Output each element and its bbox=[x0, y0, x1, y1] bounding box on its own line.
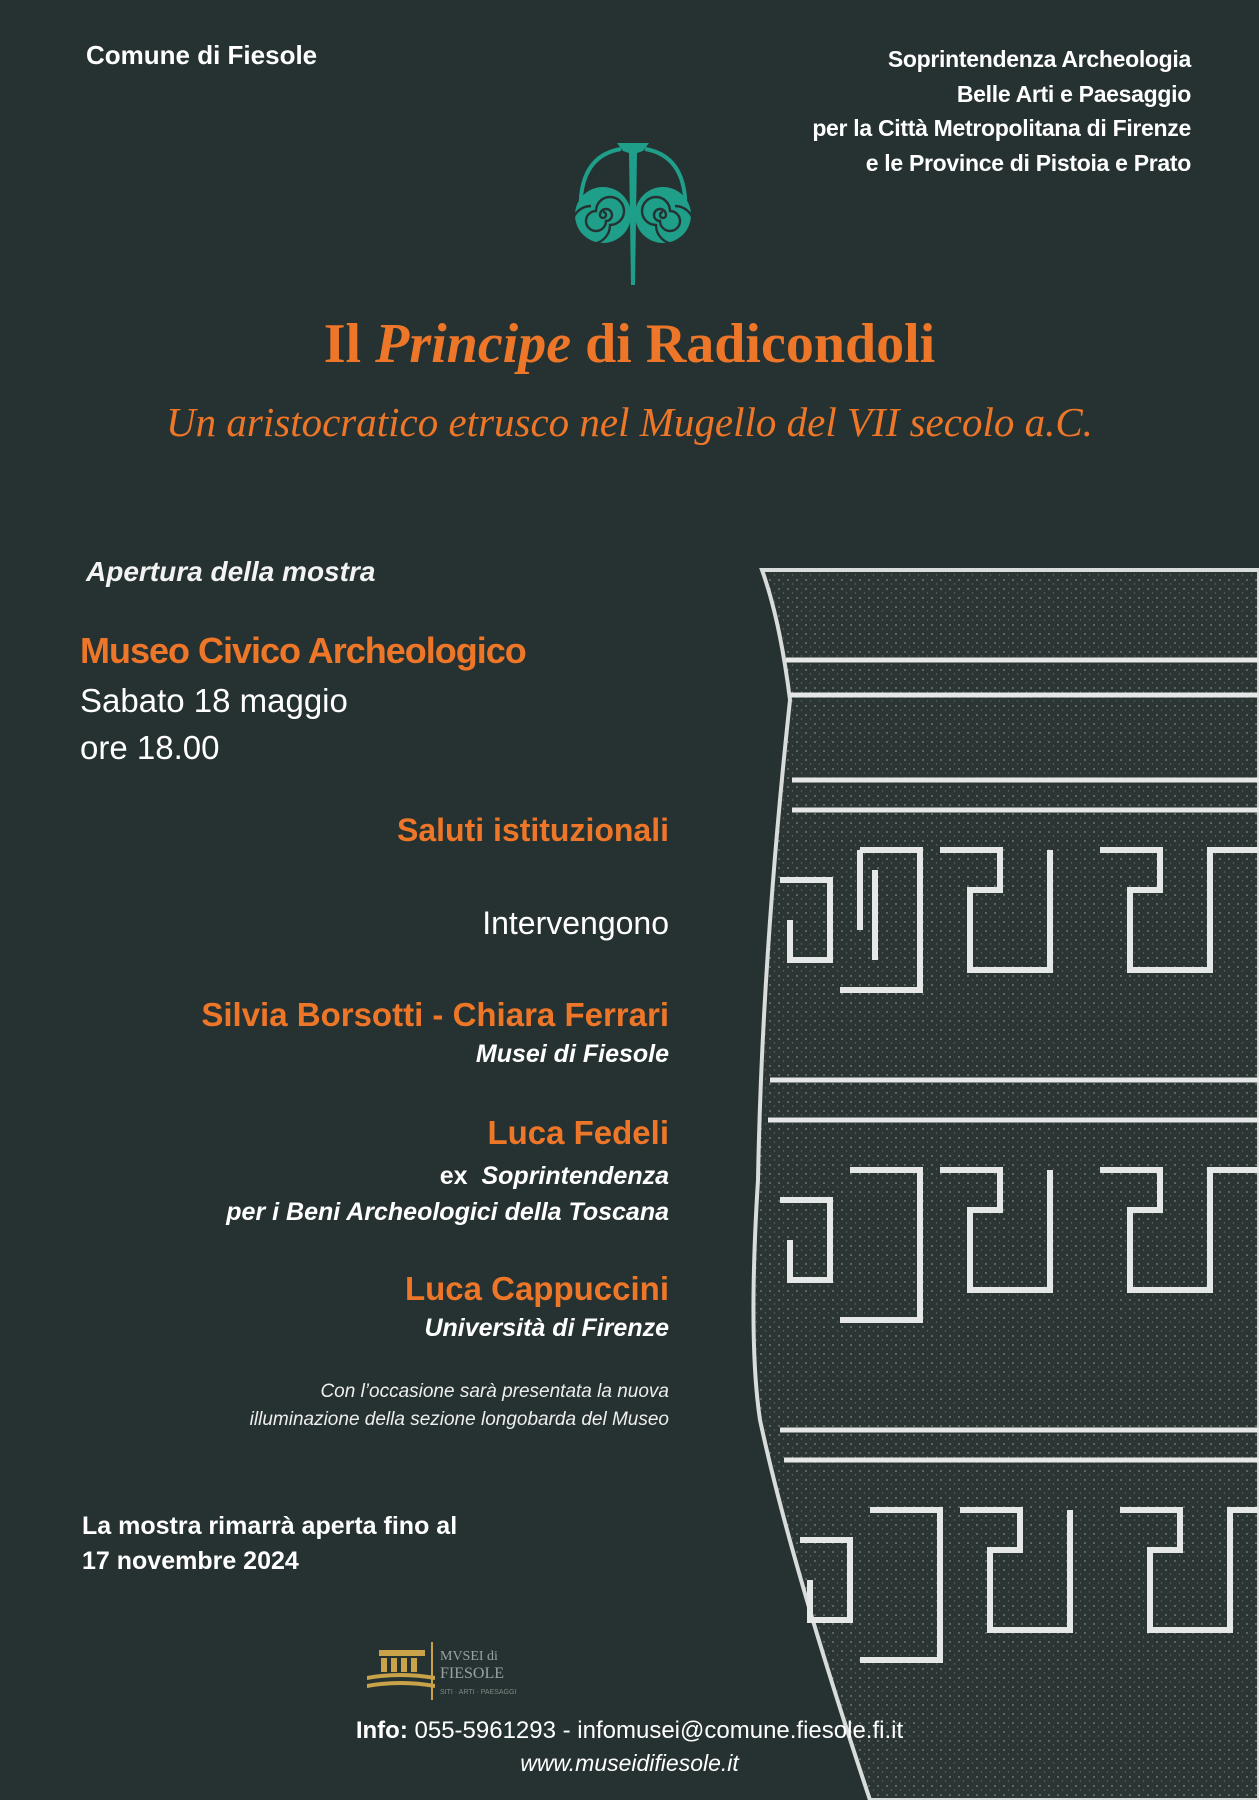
exhibition-subtitle: Un aristocratico etrusco nel Mugello del VII secolo a.C. bbox=[166, 399, 1093, 445]
etruscan-vase-illustration bbox=[750, 560, 1259, 1800]
affiliation-line-1 bbox=[226, 1158, 669, 1194]
occasion-note bbox=[250, 1378, 669, 1434]
soprintendenza-line: Soprintendenza Archeologia bbox=[887, 46, 1191, 72]
musei-logo-line1: MVSEI di bbox=[440, 1649, 498, 1664]
speaker-name: Luca Fedeli bbox=[487, 1114, 669, 1151]
info-contacts bbox=[0, 1717, 1259, 1745]
website-link[interactable]: www.museidifiesole.it bbox=[520, 1750, 739, 1776]
title-post: di Radicondoli bbox=[585, 313, 936, 375]
soprintendenza-line: per la Città Metropolitana di Firenze bbox=[812, 115, 1191, 141]
soprintendenza-line: e le Province di Pistoia e Prato bbox=[865, 149, 1191, 176]
saluti-heading: Saluti istituzionali bbox=[396, 812, 669, 848]
soprintendenza-line: Belle Arti e Paesaggio bbox=[956, 80, 1191, 107]
event-date: Sabato 18 maggio bbox=[80, 682, 348, 719]
note-line: Con l’occasione sarà presentata la nuova bbox=[320, 1381, 669, 1402]
exhibition-title bbox=[0, 312, 1259, 376]
affiliation-org-line2: per i Beni Archeologici della Toscana bbox=[226, 1198, 669, 1226]
event-time: ore 18.00 bbox=[80, 729, 220, 766]
title-pre: Il bbox=[323, 313, 362, 375]
affiliation-org: Soprintendenza bbox=[481, 1162, 669, 1190]
musei-logo-line3: SITI · ARTI · PAESAGGI bbox=[440, 1689, 517, 1696]
event-datetime bbox=[80, 677, 348, 771]
affiliation-prefix: ex bbox=[439, 1162, 468, 1190]
closing-line: La mostra rimarrà aperta fino al bbox=[82, 1512, 458, 1540]
musei-di-fiesole-logo bbox=[365, 1640, 535, 1702]
title-italic: Principe bbox=[375, 313, 572, 375]
fibula-emblem-icon bbox=[573, 135, 693, 295]
closing-date-notice bbox=[82, 1509, 457, 1579]
speaker-name: Luca Cappuccini bbox=[404, 1270, 669, 1307]
apertura-label: Apertura della mostra bbox=[86, 556, 376, 587]
speaker-affiliation bbox=[226, 1158, 669, 1230]
intervengono-label: Intervengono bbox=[482, 905, 669, 941]
speaker-affiliation: Musei di Fiesole bbox=[475, 1040, 669, 1068]
musei-logo-line2: FIESOLE bbox=[440, 1665, 504, 1682]
closing-line: 17 novembre 2024 bbox=[82, 1547, 299, 1575]
soprintendenza-block bbox=[812, 42, 1191, 180]
speaker-name: Silvia Borsotti - Chiara Ferrari bbox=[201, 996, 669, 1033]
affiliation-line-2 bbox=[226, 1194, 669, 1230]
speaker-affiliation: Università di Firenze bbox=[424, 1314, 669, 1342]
comune-di-fiesole: Comune di Fiesole bbox=[86, 40, 318, 70]
info-label: Info: bbox=[355, 1717, 408, 1744]
info-text[interactable]: 055-5961293 - infomusei@comune.fiesole.fi.it bbox=[414, 1717, 904, 1744]
venue-name: Museo Civico Archeologico bbox=[80, 630, 526, 671]
note-line: illuminazione della sezione longobarda del Museo bbox=[249, 1409, 669, 1430]
